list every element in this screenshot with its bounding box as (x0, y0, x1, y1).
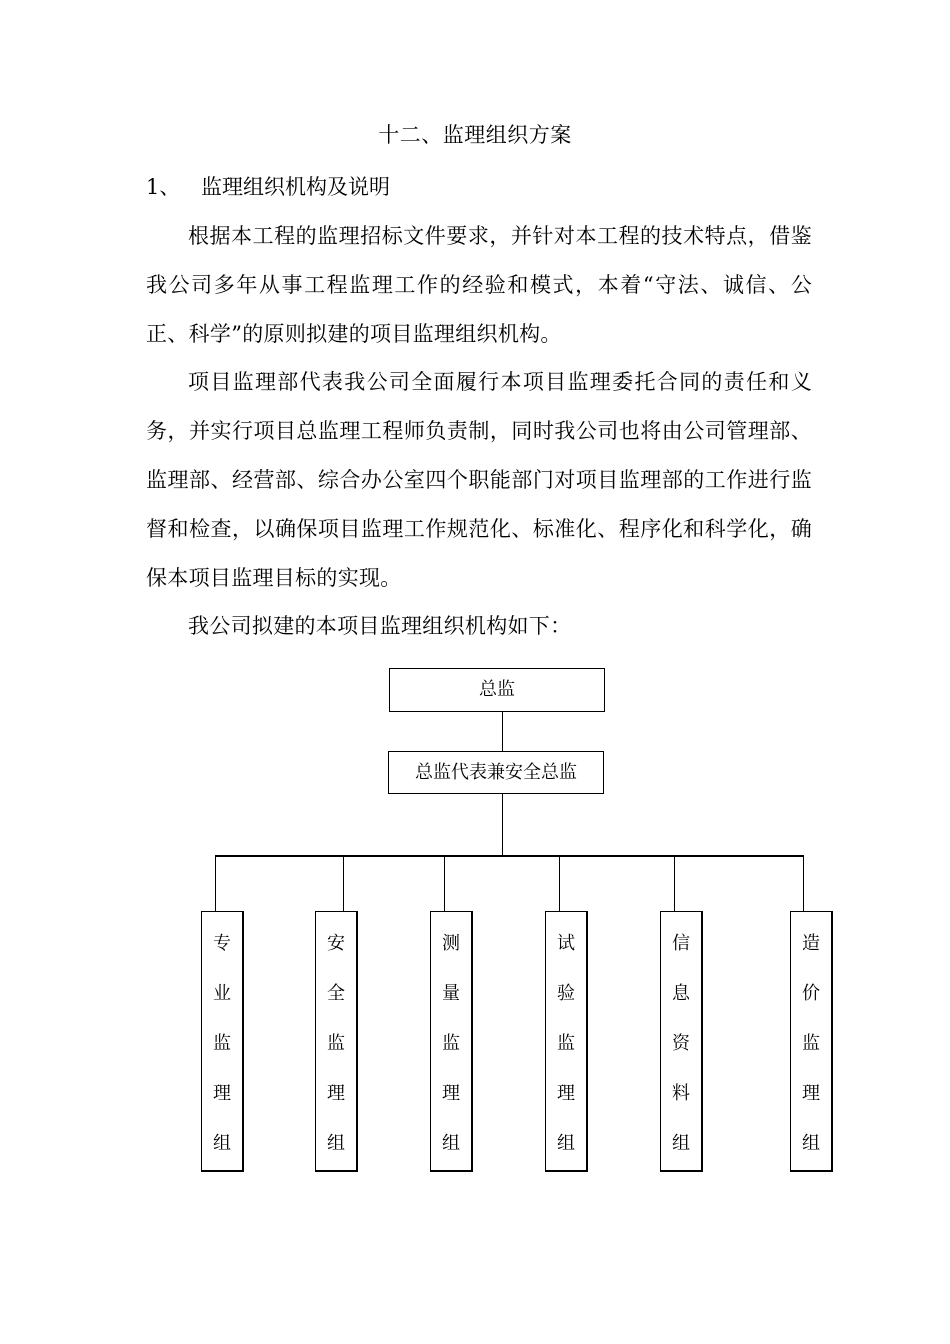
org-box-group-char: 专 (213, 933, 231, 954)
connector-line (559, 856, 560, 912)
section-heading-text: 监理组织机构及说明 (201, 175, 390, 199)
org-box-group-char: 监 (557, 1033, 575, 1054)
connector-line (444, 856, 445, 912)
org-box-group-char: 验 (557, 983, 575, 1004)
org-box-group-char: 组 (672, 1133, 690, 1154)
org-box-group-char: 监 (442, 1033, 460, 1054)
org-box-group-label (431, 932, 471, 1182)
org-box-chief-label: 总监 (479, 679, 515, 700)
org-box-group-char: 监 (327, 1033, 345, 1054)
org-box-group-char: 测 (442, 933, 460, 954)
paragraph: 我公司拟建的本项目监理组织机构如下： (188, 614, 572, 638)
org-box-group-char: 组 (557, 1133, 575, 1154)
org-box-group-char: 理 (802, 1083, 820, 1104)
org-box-group-char: 理 (557, 1083, 575, 1104)
org-box-group-char: 监 (802, 1033, 820, 1054)
org-box-group-label (202, 932, 242, 1182)
connector-line (502, 712, 503, 751)
org-box-group-char: 全 (327, 983, 345, 1004)
org-box-group-char: 资 (672, 1033, 690, 1054)
org-box-group (660, 911, 703, 1172)
org-box-group-label (546, 932, 586, 1182)
org-box-group-char: 组 (327, 1133, 345, 1154)
org-box-group-char: 造 (802, 933, 820, 954)
page-title: 十二、监理组织方案 (378, 123, 572, 147)
org-box-group (315, 911, 358, 1172)
org-box-group-char: 理 (213, 1083, 231, 1104)
org-box-group-char: 理 (327, 1083, 345, 1104)
section-number: 1、 (146, 175, 181, 199)
org-box-group (545, 911, 588, 1172)
section-heading (146, 170, 390, 204)
org-box-group-char: 业 (213, 983, 231, 1004)
org-box-group-char: 试 (557, 933, 575, 954)
org-box-group-char: 监 (213, 1033, 231, 1054)
org-box-deputy-label: 总监代表兼安全总监 (415, 762, 577, 783)
connector-line (343, 856, 344, 912)
connector-line (674, 856, 675, 912)
connector-line (215, 856, 216, 912)
connector-horizontal-line (215, 855, 804, 857)
org-box-group-char: 息 (672, 983, 690, 1004)
paragraph: 根据本工程的监理招标文件要求，并针对本工程的技术特点，借鉴我公司多年从事工程监理工作的经验和模式，本着“守法、诚信、公正、科学”的原则拟建的项目监理组织机构。 (146, 224, 812, 346)
org-box-group (430, 911, 473, 1172)
org-box-group-char: 组 (802, 1133, 820, 1154)
org-box-group-label (316, 932, 356, 1182)
connector-line (803, 856, 804, 912)
org-box-group-char: 价 (802, 983, 820, 1004)
org-box-group-label (661, 932, 701, 1182)
org-box-deputy (388, 751, 604, 794)
org-box-group-char: 理 (442, 1083, 460, 1104)
org-box-group-char: 安 (327, 933, 345, 954)
org-box-group-char: 信 (672, 933, 690, 954)
org-box-group (790, 911, 833, 1172)
org-box-group-char: 组 (213, 1133, 231, 1154)
org-box-group (201, 911, 244, 1172)
org-box-group-char: 料 (672, 1083, 690, 1104)
org-box-group-char: 量 (442, 983, 460, 1004)
org-box-chief (389, 668, 605, 712)
paragraph: 项目监理部代表我公司全面履行本项目监理委托合同的责任和义务，并实行项目总监理工程师负责制，同时我公司也将由公司管理部、监理部、经营部、综合办公室四个职能部门对项目监理部的工作进行监督和检查，以确保项目监理工作规范化、标准化、程序化和科学化，确保本项目监理目标的实现。 (146, 370, 812, 590)
connector-line (502, 794, 503, 856)
org-box-group-char: 组 (442, 1133, 460, 1154)
org-box-group-label (791, 932, 831, 1182)
